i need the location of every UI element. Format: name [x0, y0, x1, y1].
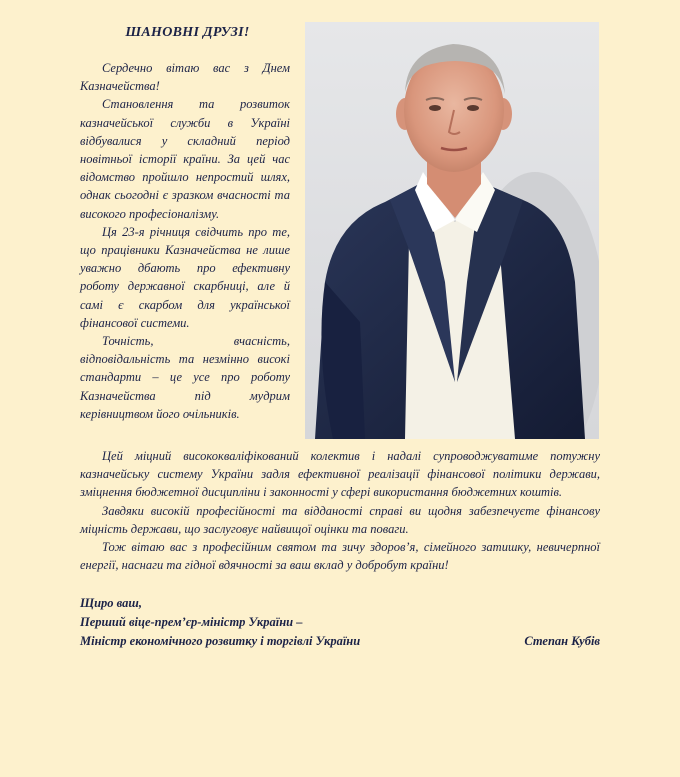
- history-paragraph: Становлення та розвиток казначейської служби в Україні відбувалися у складний період новітньої історії країни. За цей час відомство пройшло непростий шлях, однак сьогодні є зразком вчасності та високого професіоналізму.: [80, 97, 290, 221]
- signature-name: Степан Кубів: [524, 634, 600, 648]
- signature-title-line1: Перший віце-прем’єр-міністр України –: [80, 615, 303, 629]
- portrait-illustration: [305, 22, 599, 439]
- greeting-heading: ШАНОВНІ ДРУЗІ!: [125, 25, 250, 40]
- left-column-text: [80, 59, 290, 423]
- team-paragraph: Цей міцний висококваліфікований колектив і надалі супроводжуватиме потужну казначейську систему України задля ефективної реалізації фінансової політики держави, зміцнення бюджетної дисципліни і законності у сфері використання бюджетних коштів.: [80, 449, 600, 500]
- signature-title-line2: Міністр економічного розвитку і торгівлі України: [80, 634, 361, 648]
- wishes-paragraph: Тож вітаю вас з професійним святом та зичу здоров’я, сімейного затишку, невичерпної енергії, наснаги та гідної вдячності за ваш вклад у добробут країни!: [80, 540, 600, 573]
- portrait-photo: [305, 22, 599, 439]
- standards-paragraph: Точність, вчасність, відповідальність та незмінно високі стандарти – це усе про роботу Казначейства під мудрим керівництвом його очільників.: [80, 334, 290, 421]
- anniversary-paragraph: Ця 23-я річниця свідчить про те, що працівники Казначейства не лише уважно дбають про ефективну роботу державної скарбниці, але й самі є скарбом для української фінансової системи.: [80, 224, 290, 330]
- full-width-text: [80, 447, 600, 574]
- signature-block: [80, 594, 600, 651]
- signature-closing: Щиро ваш,: [80, 596, 142, 610]
- professionalism-paragraph: Завдяки високій професійності та відданості справі ви щодня забезпечуєте фінансову міцність держави, що заслуговує найвищої оцінки та поваги.: [80, 503, 600, 536]
- greeting-paragraph: Сердечно вітаю вас з Днем Казначейства!: [80, 61, 290, 94]
